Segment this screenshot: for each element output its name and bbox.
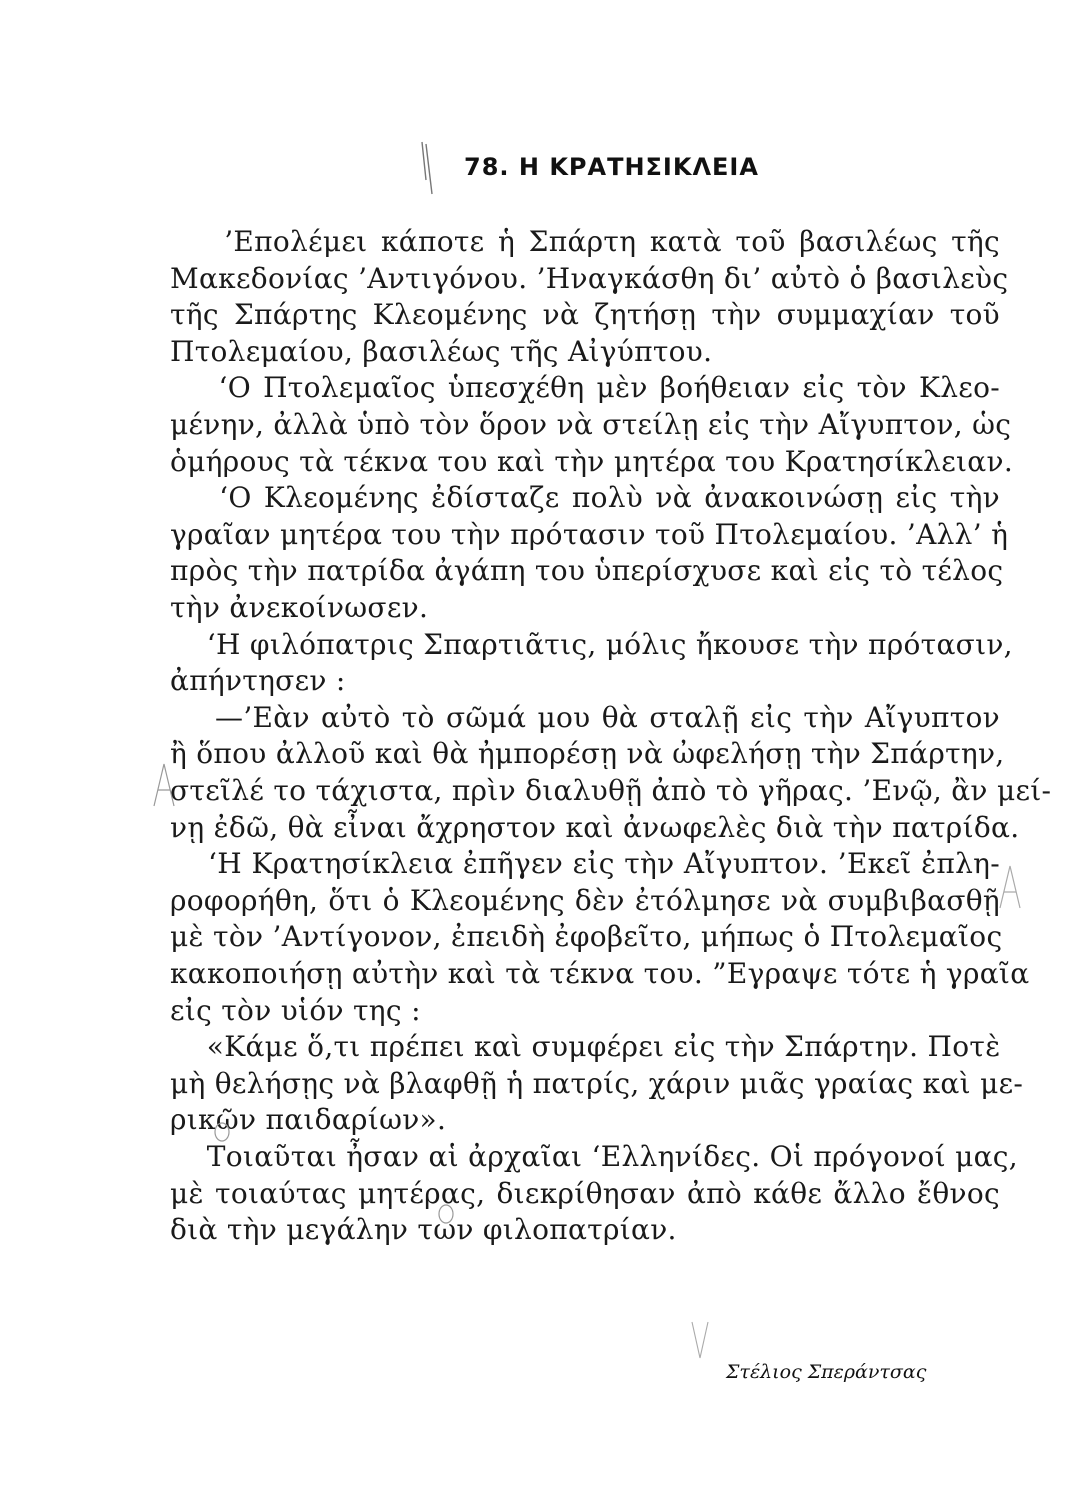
pencil-mark-title [418,140,438,196]
pencil-mark-end [688,1318,712,1362]
text-line: στεῖλέ το τάχιστα, πρὶν διαλυθῇ ἀπὸ τὸ γῆρας. ’Ενῷ, ἂν μεί- [170,774,1052,807]
text-line: ρικῶν παιδαρίων». [170,1103,447,1137]
author-signature: Στέλιος Σπεράντσας [726,1361,927,1383]
text-line: διὰ τὴν μεγάλην των φιλοπατρίαν. [170,1213,677,1247]
text-line: ‘Η Κρατησίκλεια ἐπῆγεν εἰς τὴν Αἴγυπτον. ’Εκεῖ ἐπλη- [170,847,1000,881]
text-line: ἀπήντησεν : [170,664,346,698]
text-line: Μακεδονίας ’Αντιγόνου. ’Ηναγκάσθη δι’ αὐτὸ ὁ βασιλεὺς [170,261,1009,295]
text-line: Τοιαῦται ἦσαν αἱ ἀρχαῖαι ‘Ελληνίδες. Οἱ πρόγονοί μας, [170,1140,1018,1173]
text-line: μὲ τὸν ’Αντίγονον, ἐπειδὴ ἐφοβεῖτο, μήπως ὁ Πτολεμαῖος [170,920,1003,954]
text-line: Πτολεμαίου, βασιλέως τῆς Αἰγύπτου. [170,334,713,368]
text-line: ‘Η φιλόπατρις Σπαρτιᾶτις, μόλις ἤκουσε τὴν πρότασιν, [170,627,1013,661]
text-line: ἢ ὅπου ἀλλοῦ καὶ θὰ ἠμπορέσῃ νὰ ὠφελήσῃ τὴν Σπάρτην, [170,737,1005,771]
page-title: 78. Η ΚΡΑΤΗΣΙΚΛΕΙΑ [464,153,759,181]
text-line: ‘Ο Πτολεμαῖος ὑπεσχέθη μὲν βοήθειαν εἰς τὸν Κλεο- [170,371,1000,405]
text-line: ’Επολέμει κάποτε ἡ Σπάρτη κατὰ τοῦ βασιλέως τῆς [170,225,1000,258]
text-line: εἰς τὸν υἱόν της : [170,993,421,1027]
text-line: ‘Ο Κλεομένης ἐδίσταζε πολὺ νὰ ἀνακοινώσῃ εἰς τὴν [170,481,1000,515]
text-line: μένην, ἀλλὰ ὑπὸ τὸν ὅρον νὰ στείλῃ εἰς τὴν Αἴγυπτον, ὡς [170,408,1012,441]
pencil-mark-right [996,862,1024,912]
text-line: νῃ ἐδῶ, θὰ εἶναι ἄχρηστον καὶ ἀνωφελὲς διὰ τὴν πατρίδα. [170,810,1020,844]
text-line: κακοποιήσῃ αὐτὴν καὶ τὰ τέκνα του. ”Εγραψε τότε ἡ γραῖα [170,957,1030,990]
text-line: ροφορήθη, ὅτι ὁ Κλεομένης δὲν ἐτόλμησε νὰ συμβιβασθῇ [170,883,1000,917]
text-line: «Κάμε ὅ,τι πρέπει καὶ συμφέρει εἰς τὴν Σπάρτην. Ποτὲ [170,1030,1001,1064]
text-line: μὲ τοιαύτας μητέρας, διεκρίθησαν ἀπὸ κάθε ἄλλο ἔθνος [170,1176,1000,1210]
text-line: —’Εὰν αὐτὸ τὸ σῶμά μου θὰ σταλῇ εἰς τὴν Αἴγυπτον [170,700,1000,734]
text-line: μὴ θελήσῃς νὰ βλαφθῇ ἡ πατρίς, χάριν μιᾶς γραίας καὶ με- [170,1066,1024,1100]
text-line: πρὸς τὴν πατρίδα ἀγάπη του ὑπερίσχυσε καὶ εἰς τὸ τέλος [170,554,1004,588]
text-line: γραῖαν μητέρα του τὴν πρότασιν τοῦ Πτολεμαίου. ’Αλλ’ ἡ [170,517,1009,551]
text-line: ὁμήρους τὰ τέκνα του καὶ τὴν μητέρα του Κρατησίκλειαν. [170,444,1014,478]
text-line: τὴν ἀνεκοίνωσεν. [170,591,429,624]
text-line: τῆς Σπάρτης Κλεομένης νὰ ζητήσῃ τὴν συμμαχίαν τοῦ [170,298,1000,332]
